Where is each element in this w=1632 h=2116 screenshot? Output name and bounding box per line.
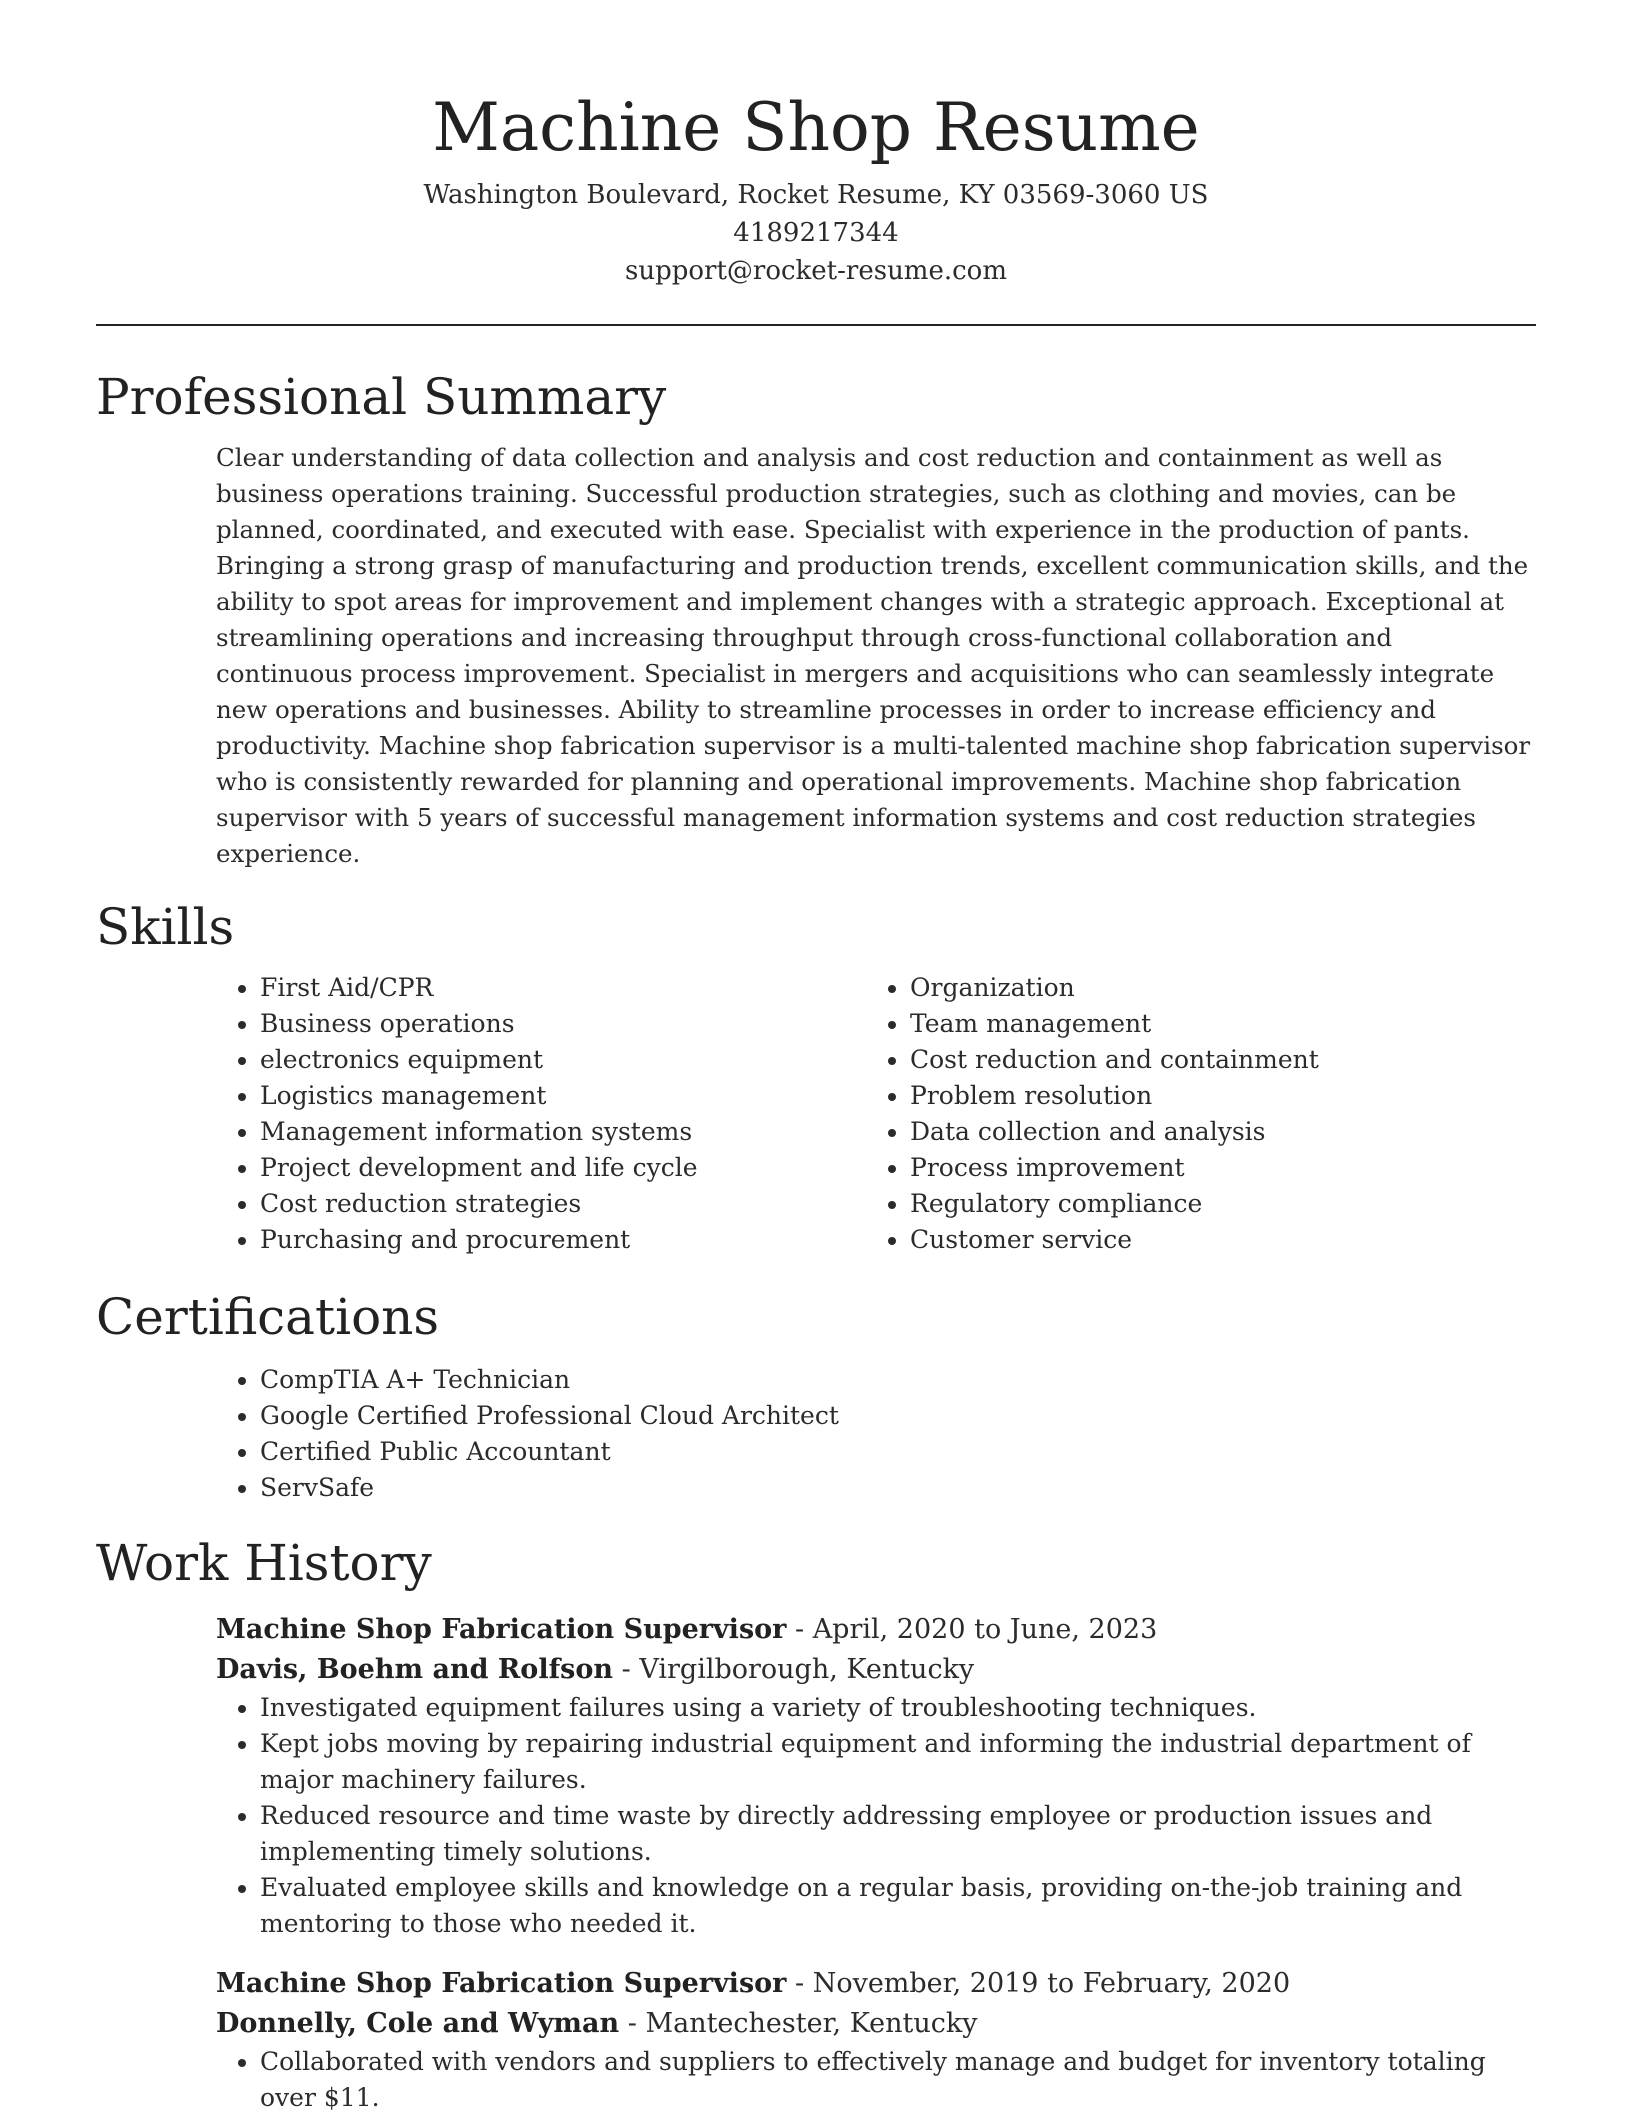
job-company-line — [216, 2004, 1536, 2044]
header-divider — [96, 324, 1536, 326]
job-company-line — [216, 1650, 1536, 1690]
job-title: Machine Shop Fabrication Supervisor — [216, 1968, 787, 1999]
skill-item: • Business operations — [260, 1006, 866, 1042]
skill-item: • Data collection and analysis — [910, 1114, 1516, 1150]
certification-item: • ServSafe — [260, 1470, 1536, 1506]
contact-phone: 4189217344 — [733, 218, 899, 248]
contact-email: support@rocket-resume.com — [624, 256, 1007, 286]
contact-address: Washington Boulevard, Rocket Resume, KY 03569-3060 US — [423, 180, 1209, 210]
summary-section — [0, 366, 1632, 872]
certifications-heading: Certifications — [96, 1288, 440, 1346]
skills-column-left — [216, 970, 866, 1258]
skill-item: • Management information systems — [260, 1114, 866, 1150]
work-history-section — [0, 1532, 1632, 2116]
skills-heading: Skills — [96, 898, 235, 956]
job-title-line — [216, 1610, 1536, 1650]
job-title: Machine Shop Fabrication Supervisor — [216, 1614, 787, 1645]
skill-item: • Organization — [910, 970, 1516, 1006]
certification-item: • CompTIA A+ Technician — [260, 1362, 1536, 1398]
job-bullet: • Kept jobs moving by repairing industrial equipment and informing the industrial department of major machinery failures. — [260, 1726, 1536, 1798]
work-history-heading: Work History — [96, 1534, 432, 1592]
summary-text: Clear understanding of data collection and analysis and cost reduction and containment as well as business operations training. Successful production strategies, such as clothing and movies, can be planned, coordinated, and executed with ease. Specialist with experience in the production of pants. Bringing a strong grasp of manufacturing and production trends, excellent communication skills, and the ability to spot areas for improvement and implement changes with a strategic approach. Exceptional at streamlining operations and increasing throughput through cross-functional collaboration and continuous process improvement. Specialist in mergers and acquisitions who can seamlessly integrate new operations and businesses. Ability to streamline processes in order to increase efficiency and productivity. Machine shop fabrication supervisor is a multi-talented machine shop fabrication supervisor who is consistently rewarded for planning and operational improvements. Machine shop fabrication supervisor with 5 years of successful management information systems and cost reduction strategies experience. — [216, 443, 1531, 868]
skill-item: • electronics equipment — [260, 1042, 866, 1078]
skill-item: • Process improvement — [910, 1150, 1516, 1186]
job-entry — [216, 1964, 1536, 2116]
skill-item: • Cost reduction strategies — [260, 1186, 866, 1222]
job-entry — [216, 1610, 1536, 1942]
job-company: Donnelly, Cole and Wyman — [216, 2008, 620, 2039]
job-dates: November, 2019 to February, 2020 — [812, 1968, 1291, 1999]
job-separator: - — [794, 1614, 813, 1645]
skill-item: • Problem resolution — [910, 1078, 1516, 1114]
certification-item: • Certified Public Accountant — [260, 1434, 1536, 1470]
job-separator: - — [794, 1968, 813, 1999]
job-separator: - — [621, 1654, 640, 1685]
certifications-section — [0, 1286, 1632, 1506]
job-title-line — [216, 1964, 1536, 2004]
skill-item: • Project development and life cycle — [260, 1150, 866, 1186]
job-bullet: • Collaborated with vendors and suppliers to effectively manage and budget for inventory totaling over $11. — [260, 2044, 1536, 2116]
skills-column-right — [866, 970, 1516, 1258]
job-dates: April, 2020 to June, 2023 — [812, 1614, 1158, 1645]
summary-heading: Professional Summary — [96, 368, 667, 426]
skills-section — [0, 896, 1632, 1258]
job-location: Virgilborough, Kentucky — [639, 1654, 975, 1685]
job-location: Mantechester, Kentucky — [645, 2008, 978, 2039]
skill-item: • Team management — [910, 1006, 1516, 1042]
skill-item: • Logistics management — [260, 1078, 866, 1114]
job-bullet: • Reduced resource and time waste by directly addressing employee or production issues and implementing timely solutions. — [260, 1798, 1536, 1870]
job-bullet: • Investigated equipment failures using a variety of troubleshooting techniques. — [260, 1690, 1536, 1726]
resume-header — [0, 0, 1632, 290]
skill-item: • First Aid/CPR — [260, 970, 866, 1006]
skill-item: • Purchasing and procurement — [260, 1222, 866, 1258]
skill-item: • Regulatory compliance — [910, 1186, 1516, 1222]
skill-item: • Cost reduction and containment — [910, 1042, 1516, 1078]
certification-item: • Google Certified Professional Cloud Architect — [260, 1398, 1536, 1434]
resume-title: Machine Shop Resume — [432, 89, 1200, 166]
job-separator: - — [627, 2008, 646, 2039]
job-bullet: • Evaluated employee skills and knowledge on a regular basis, providing on-the-job training and mentoring to those who needed it. — [260, 1870, 1536, 1942]
job-company: Davis, Boehm and Rolfson — [216, 1654, 614, 1685]
skill-item: • Customer service — [910, 1222, 1516, 1258]
